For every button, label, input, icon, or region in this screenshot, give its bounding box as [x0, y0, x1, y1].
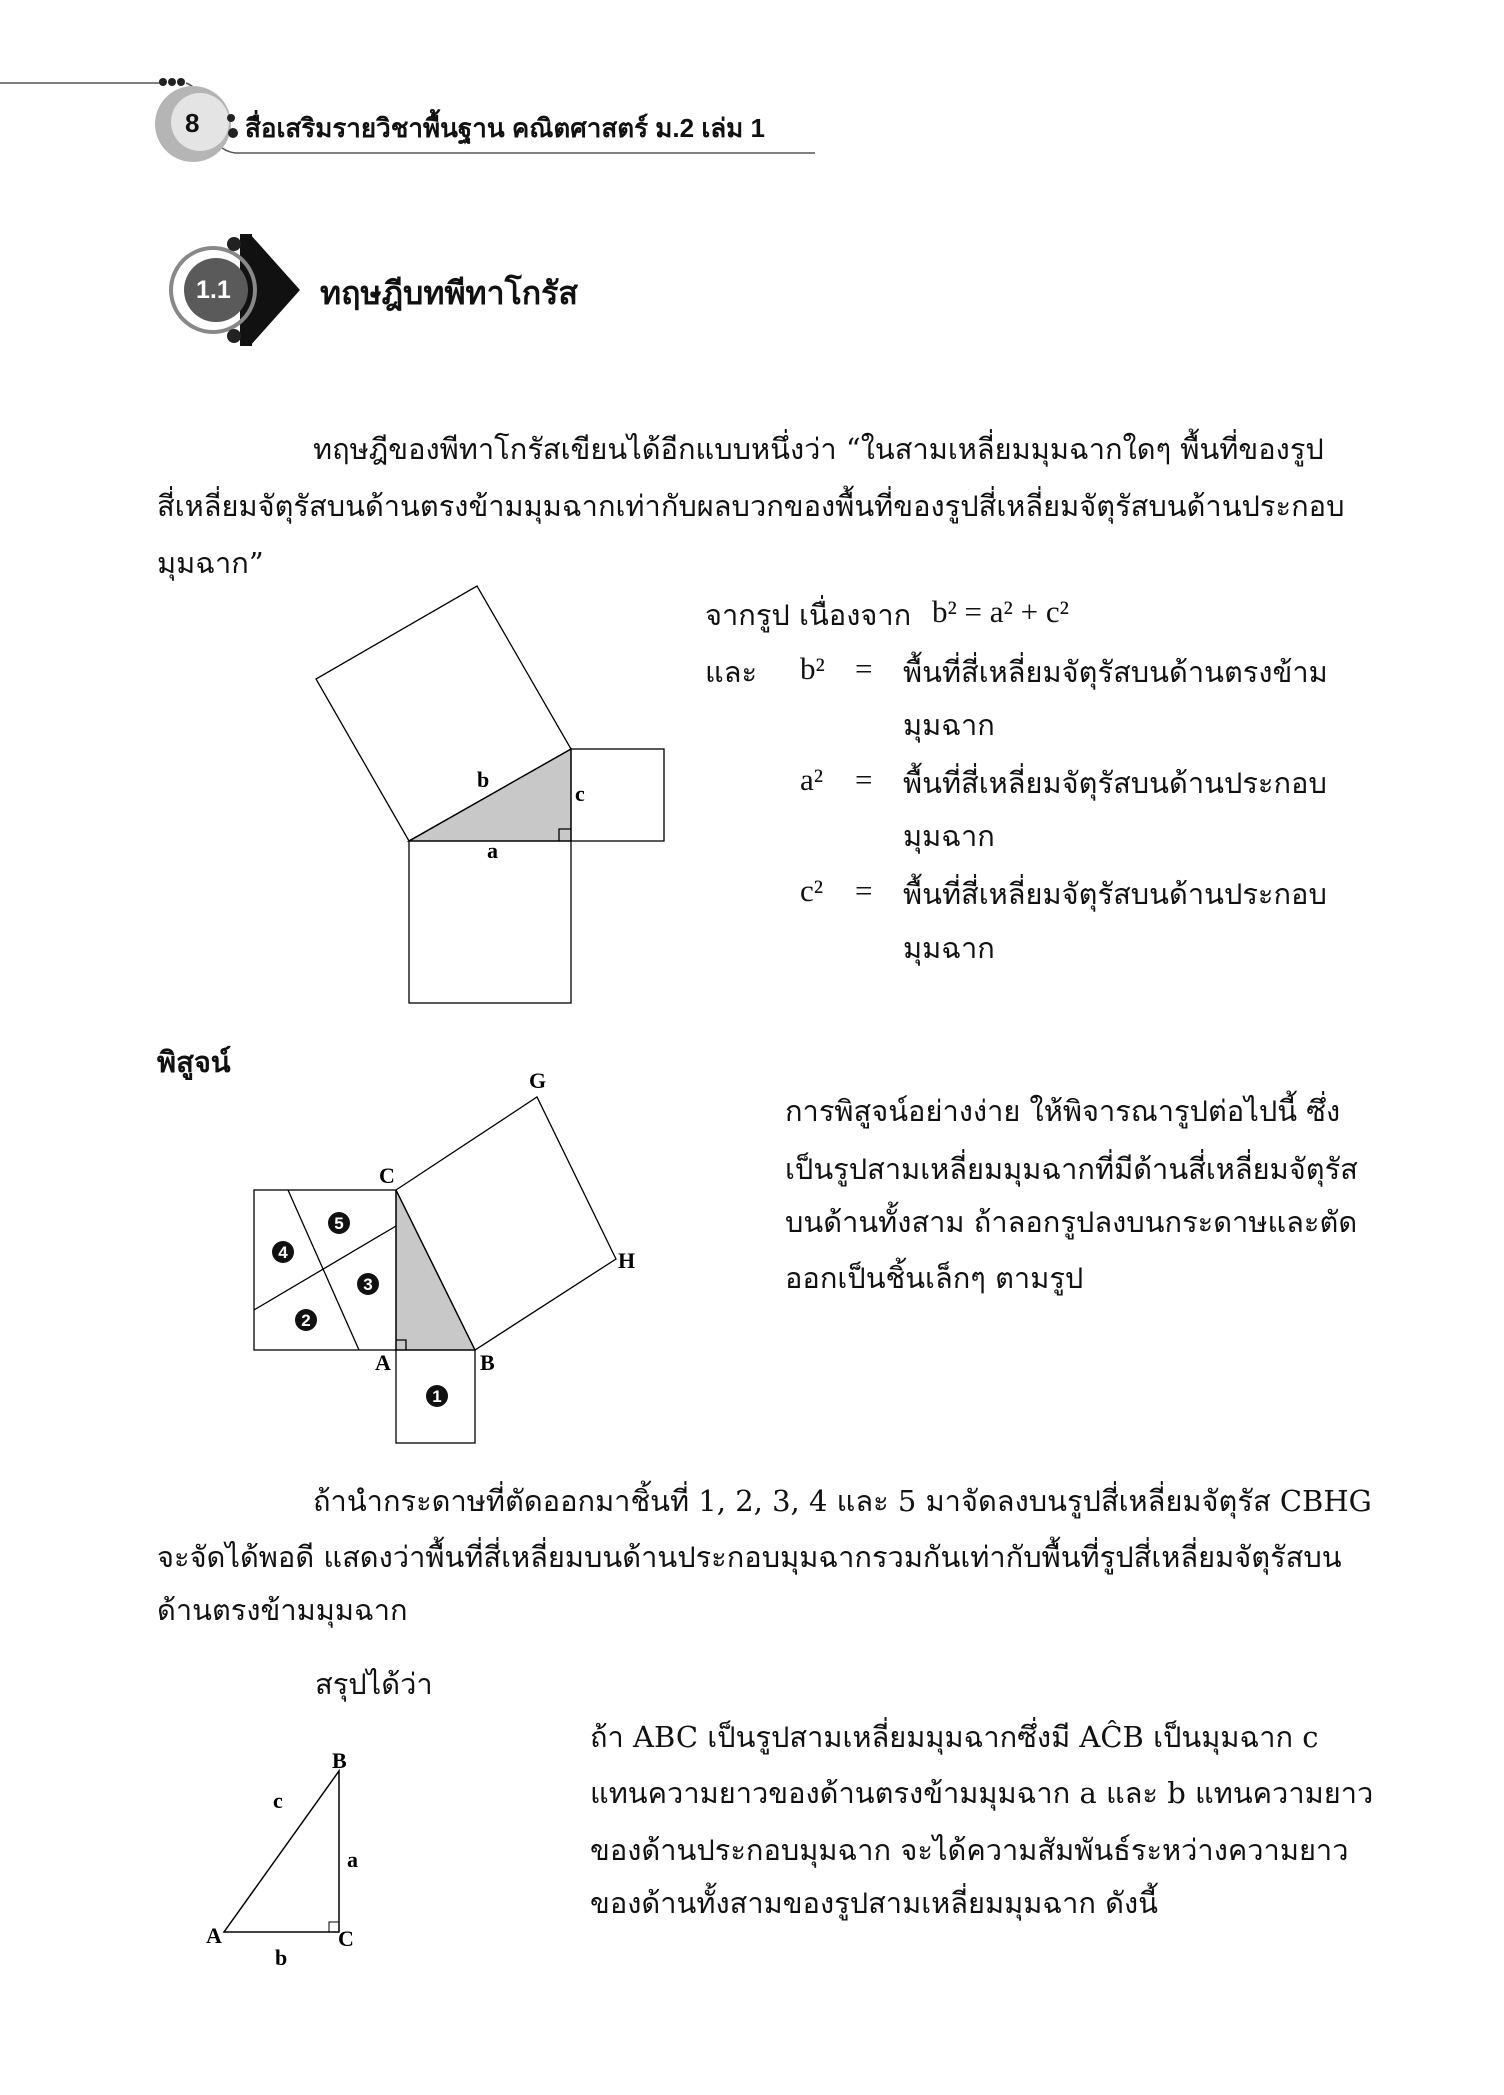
piece-2-number: 2 — [301, 1311, 311, 1330]
section-badge — [171, 234, 300, 346]
piece-4-number: 4 — [278, 1243, 288, 1262]
label-C: C — [379, 1163, 395, 1188]
book-title: สื่อเสริมรายวิชาพื้นฐาน คณิตศาสตร์ ม.2 เล่ม 1 — [245, 113, 765, 143]
c-squared-desc-1: พื้นที่สี่เหลี่ยมจัตุรัสบนด้านประกอบ — [903, 877, 1327, 911]
section-title: ทฤษฎีบทพีทาโกรัส — [320, 274, 578, 312]
square-on-a — [409, 841, 571, 1003]
proof-heading: พิสูจน์ — [157, 1045, 231, 1079]
piece-1-number: 1 — [432, 1387, 442, 1406]
conclusion-heading: สรุปได้ว่า — [315, 1667, 433, 1701]
proof-line-3: บนด้านทั้งสาม ถ้าลอกรูปลงบนกระดาษและตัด — [785, 1205, 1358, 1239]
page-number: 8 — [185, 108, 200, 138]
label-A: A — [375, 1350, 391, 1375]
label-c: c — [273, 1788, 283, 1813]
label-C: C — [338, 1926, 354, 1951]
label-B: B — [480, 1350, 495, 1375]
conclusion-line-4: ของด้านทั้งสามของรูปสามเหลี่ยมมุมฉาก ดังนี้ — [590, 1886, 1158, 1920]
conclusion-line-1: ถ้า ABC เป็นรูปสามเหลี่ยมมุมฉากซึ่งมี AĈB เป็นมุมฉาก c — [590, 1720, 1319, 1754]
conclusion-line-3: ของด้านประกอบมุมฉาก จะได้ความสัมพันธ์ระหว่างความยาว — [590, 1833, 1349, 1867]
label-H: H — [618, 1248, 636, 1273]
label-a: a — [487, 838, 498, 863]
conclusion-line-2: แทนความยาวของด้านตรงข้ามมุมฉาก a และ b แทนความยาว — [590, 1776, 1374, 1810]
label-G: G — [529, 1068, 547, 1093]
term-a-squared: a² — [800, 762, 824, 797]
equals: = — [855, 762, 873, 797]
c-squared-desc-2: มุมฉาก — [903, 931, 995, 965]
equals: = — [855, 873, 873, 908]
label-b: b — [275, 1945, 288, 1970]
intro-line-3: มุมฉาก” — [157, 546, 264, 580]
equals: = — [855, 651, 873, 686]
term-b-squared: b² — [800, 651, 825, 686]
square-on-c — [571, 749, 664, 841]
a-squared-desc-2: มุมฉาก — [903, 819, 995, 853]
label-a: a — [347, 1847, 358, 1872]
label-c: c — [575, 781, 585, 806]
main-equation: b² = a² + c² — [932, 594, 1069, 629]
label-b: b — [477, 767, 490, 792]
piece-5-number: 5 — [334, 1214, 344, 1233]
term-c-squared: c² — [800, 873, 824, 908]
figure-pythagoras-squares — [316, 586, 664, 1003]
label-A: A — [206, 1923, 222, 1948]
proof-line-2: เป็นรูปสามเหลี่ยมมุมฉากที่มีด้านสี่เหลี่ยมจัตุรัส — [785, 1152, 1358, 1186]
intro-line-1: ทฤษฎีของพีทาโกรัสเขียนได้อีกแบบหนึ่งว่า “ในสามเหลี่ยมมุมฉากใดๆ พื้นที่ของรูป — [313, 432, 1324, 466]
square-on-ac — [254, 1190, 396, 1350]
b-squared-desc-2: มุมฉาก — [903, 708, 995, 742]
paragraph2-line-1: ถ้านำกระดาษที่ตัดออกมาชิ้นที่ 1, 2, 3, 4 และ 5 มาจัดลงบนรูปสี่เหลี่ยมจัตุรัส CBHG — [313, 1484, 1372, 1518]
paragraph2-line-3: ด้านตรงข้ามมุมฉาก — [157, 1593, 408, 1627]
section-number: 1.1 — [196, 276, 231, 304]
a-squared-desc-1: พื้นที่สี่เหลี่ยมจัตุรัสบนด้านประกอบ — [903, 766, 1327, 800]
piece-3-number: 3 — [363, 1275, 373, 1294]
and-label: และ — [705, 655, 758, 689]
paragraph2-line-2: จะจัดได้พอดี แสดงว่าพื้นที่สี่เหลี่ยมบนด้านประกอบมุมฉากรวมกันเท่ากับพื้นที่รูปสี่เหลี่ยมจัตุรัสบน — [157, 1540, 1342, 1574]
intro-line-2: สี่เหลี่ยมจัตุรัสบนด้านตรงข้ามมุมฉากเท่ากับผลบวกของพื้นที่ของรูปสี่เหลี่ยมจัตุรัสบนด้านประกอบ — [157, 489, 1345, 523]
label-B: B — [332, 1748, 347, 1773]
proof-line-1: การพิสูจน์อย่างง่าย ให้พิจารณารูปต่อไปนี้ ซึ่ง — [785, 1094, 1341, 1128]
proof-line-4: ออกเป็นชิ้นเล็กๆ ตามรูป — [785, 1261, 1084, 1295]
figure3-labels — [206, 1748, 358, 1970]
b-squared-desc-1: พื้นที่สี่เหลี่ยมจัตุรัสบนด้านตรงข้าม — [903, 655, 1328, 689]
explanation-lead: จากรูป เนื่องจาก — [705, 598, 912, 632]
